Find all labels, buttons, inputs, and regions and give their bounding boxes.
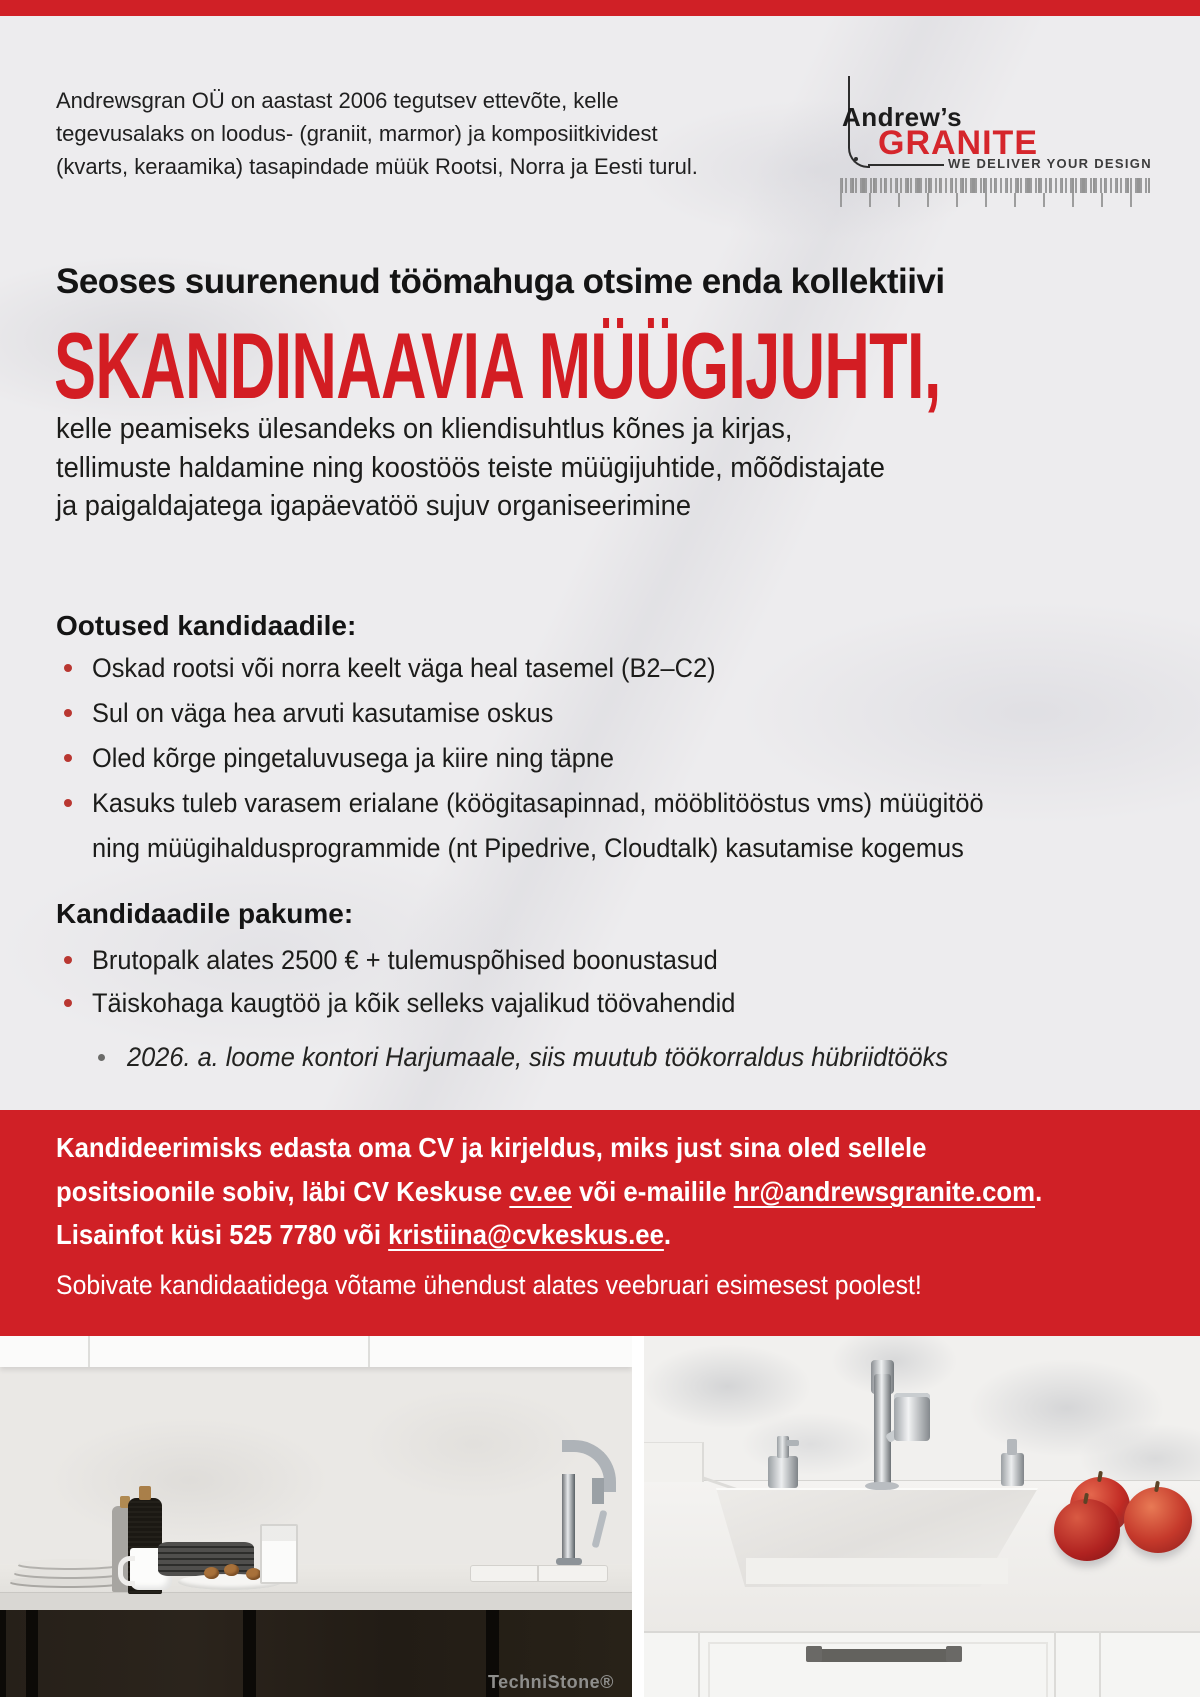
banner-line-2 (56, 1176, 1042, 1208)
link-cv-ee[interactable]: cv.ee (509, 1176, 572, 1207)
link-hr-email[interactable]: hr@andrewsgranite.com (733, 1176, 1036, 1207)
company-intro-line-3: (kvarts, keraamika) tasapindade müük Rootsi, Norra ja Eesti turul. (56, 154, 698, 179)
expectation-item-2-text: Sul on väga hea arvuti kasutamise oskus (92, 698, 554, 728)
offer-item-1-text: Brutopalk alates 2500 € + tulemuspõhised boonustasud (92, 945, 718, 975)
expectations-heading: Ootused kandidaadile: (56, 610, 357, 641)
left-photo-cabinet-gap-1 (26, 1610, 38, 1697)
technistone-watermark: TechniStone® (488, 1672, 614, 1692)
logo-corner-dot (854, 157, 858, 161)
expectation-item-3-text: Oled kõrge pingetaluvusega ja kiire ning täpne (92, 743, 615, 773)
logo-ruler-barcode (840, 178, 1150, 193)
banner-line-3-text-b: . (663, 1219, 672, 1250)
job-description (56, 410, 938, 526)
left-photo-cabinet-seam-2 (368, 1336, 370, 1367)
job-title-text: SKANDINAAVIA MÜÜGIJUHTI, (54, 313, 941, 418)
logo-wordmark: GRANITE (878, 124, 1038, 162)
right-photo-faucet-base (865, 1482, 899, 1490)
milk-glass (260, 1524, 298, 1584)
job-description-line-3: ja paigaldajatega igapäevatöö sujuv organiseerimine (56, 490, 691, 523)
job-title (54, 313, 1200, 418)
soap-dispenser-right (1001, 1453, 1024, 1486)
left-photo-faucet-base (556, 1558, 582, 1565)
expectation-item-4 (56, 781, 1200, 871)
right-photo-cabinet-seam-3 (1099, 1631, 1101, 1697)
banner-line-3-text-a: Lisainfot küsi 525 7780 või (56, 1219, 389, 1250)
left-photo-faucet-spout (592, 1478, 604, 1504)
soap-dispenser-left (768, 1456, 798, 1488)
logo-tagline: WE DELIVER YOUR DESIGN (948, 156, 1152, 171)
drawer-handle (810, 1649, 958, 1662)
photo-kitchen-dark (0, 1336, 632, 1697)
application-banner (0, 1110, 1200, 1336)
expectation-item-4-text-line-2: ning müügihaldusprogrammide (nt Pipedrive, Cloudtalk) kasutamise kogemus (92, 833, 964, 863)
offer-item-2-text: Täiskohaga kaugtöö ja kõik selleks vajalikud töövahendid (92, 988, 736, 1018)
left-photo-cabinet-gap-0 (0, 1610, 6, 1697)
job-description-line-1: kelle peamiseks ülesandeks on kliendisuhtlus kõnes ja kirjas, (56, 413, 793, 445)
banner-line-2-text-a: positsioonile sobiv, läbi CV Keskuse (56, 1176, 510, 1207)
expectation-item-3 (56, 736, 1200, 781)
subnote-bullet-dot (98, 1054, 105, 1061)
banner-line-3 (56, 1219, 671, 1251)
right-photo-cabinet-seam-1 (698, 1631, 700, 1697)
logo-name-text: Andrew’s (842, 102, 963, 132)
apple-front-left (1054, 1499, 1120, 1561)
photo-strip (0, 1336, 1200, 1697)
light-plates-stack (10, 1576, 128, 1586)
top-red-bar (0, 0, 1200, 16)
expectation-item-1 (56, 646, 1200, 691)
company-intro (56, 84, 698, 183)
cookie-2 (224, 1564, 239, 1576)
photo-kitchen-white (644, 1336, 1200, 1697)
left-photo-faucet-riser (562, 1474, 575, 1564)
expectation-item-1-text: Oskad rootsi või norra keelt väga heal tasemel (B2–C2) (92, 653, 716, 683)
left-photo-upper-cabinets (0, 1336, 632, 1367)
left-photo-faucet-lever (592, 1510, 608, 1549)
left-photo-counter-edge (0, 1592, 632, 1611)
logo-square-corner-arc (848, 146, 870, 168)
banner-line-2-text-c: . (1035, 1176, 1043, 1207)
banner-line-2-text-b: või e-mailile (571, 1176, 734, 1207)
offer-item-2 (56, 981, 1200, 1026)
offer-subnote (96, 1035, 1000, 1080)
logo-horizontal-line (868, 164, 944, 166)
right-photo-cabinet-seam-2 (1054, 1631, 1056, 1697)
logo-ruler-ticks (840, 193, 1150, 207)
job-description-line-2: tellimuste haldamine ning koostöös teiste müügijuhtide, mõõdistajate (56, 451, 885, 484)
link-kristiina-email[interactable]: kristiina@cvkeskus.ee (388, 1219, 664, 1250)
expectation-item-4-text-line-1: Kasuks tuleb varasem erialane (köögitasapinnad, mööblitööstus vms) müügitöö (92, 788, 984, 818)
right-photo-left-ledge (644, 1442, 704, 1482)
left-photo-cabinet-seam-1 (88, 1336, 90, 1367)
banner-line-1 (56, 1132, 926, 1164)
company-intro-line-2: tegevusalaks on loodus- (graniit, marmor) ja komposiitkividest (56, 121, 658, 146)
hero-kicker: Seoses suurenenud töömahuga otsime enda kollektiivi (56, 262, 945, 301)
banner-line-1-text: Kandideerimisks edasta oma CV ja kirjeldus, miks just sina oled sellele (56, 1132, 927, 1163)
apple-right (1124, 1487, 1192, 1553)
expectation-item-2 (56, 691, 1200, 736)
offer-subnote-text: 2026. a. loome kontori Harjumaale, siis muutub töökorraldus hübriidtööks (127, 1042, 949, 1072)
cookie-1 (204, 1567, 219, 1579)
banner-closing-text: Sobivate kandidaatidega võtame ühendust alates veebruari esimesest poolest! (56, 1270, 922, 1300)
company-intro-line-1: Andrewsgran OÜ on aastast 2006 tegutsev ettevõte, kelle (56, 88, 619, 113)
cookie-3 (246, 1568, 261, 1580)
left-photo-sink (470, 1565, 608, 1582)
brand-logo (840, 72, 1156, 212)
offer-item-1 (56, 938, 1200, 983)
left-photo-cabinet-gap-2 (243, 1610, 256, 1697)
offer-heading: Kandidaadile pakume: (56, 898, 354, 929)
right-photo-faucet-sprayer (894, 1393, 930, 1441)
right-photo-faucet-column (874, 1374, 891, 1486)
right-photo-sink-bottom (746, 1558, 1008, 1584)
